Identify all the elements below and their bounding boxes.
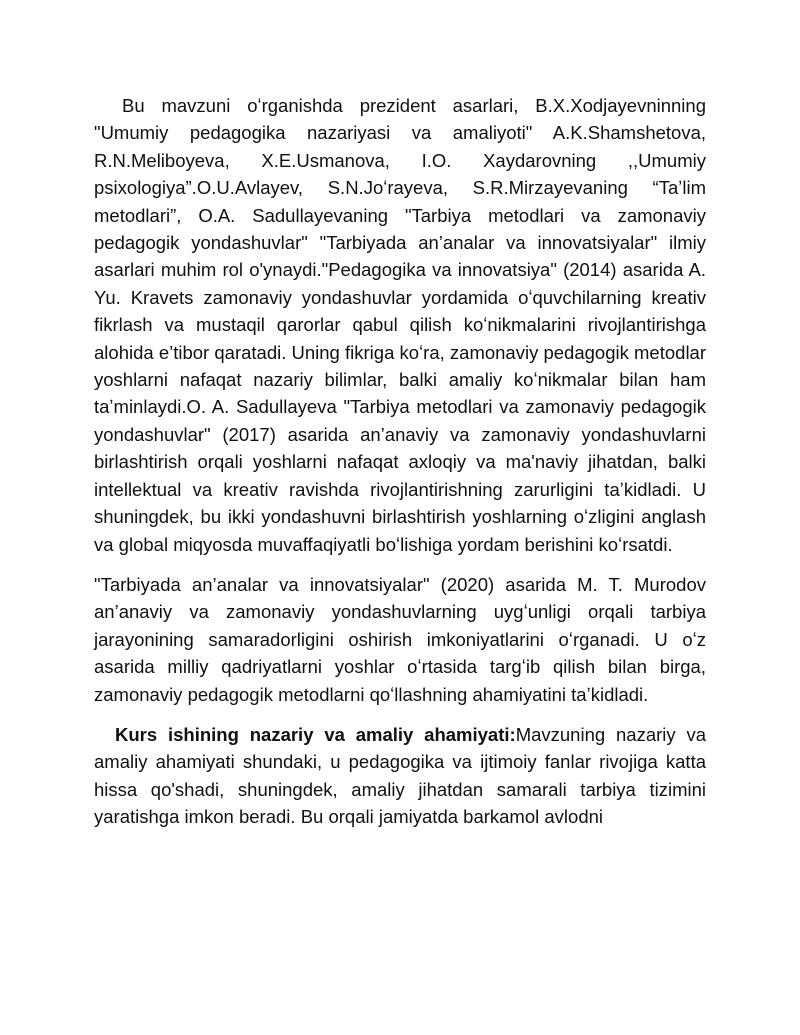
significance-text: Mavzuning nazariy va amaliy ahamiyati shundaki, u pedagogika va ijtimoiy fanlar rivojiga katta hissa qo'shadi, shuningdek, amaliy jihatdan samarali tarbiya tizimini yaratishga imkon beradi. Bu orqali jamiyatda barkamol avlodni xyxy=(94,723,707,828)
paragraph-murodov: "Tarbiyada an’analar va innovatsiyalar" (2020) asarida M. T. Murodov an’anaviy va zamonaviy yondashuvlarning uygʻunligi orqali tarbiya jarayonining samaradorligini oshirish imkoniyatlarini oʻrganadi. U oʻz asarida milliy qadriyatlarni yoshlar oʻrtasida targʻib qilish bilan birga, zamonaviy pedagogik metodlarni qoʻllashning ahamiyatini taʼkidladi. xyxy=(94,573,706,705)
paragraph-significance xyxy=(94,721,706,831)
paragraph-literature-review: Bu mavzuni oʻrganishda prezident asarlari, B.X.Xodjayevninning "Umumiy pedagogika nazariyasi va amaliyoti" A.K.Shamshetova, R.N.Meliboyeva, X.E.Usmanova, I.O. Xaydarovning ,,Umumiy psixologiya”.O.U.Avlayev, S.N.Joʻrayeva, S.R.Mirzayevaning “Taʼlim metodlari”, O.A. Sadullayevaning "Tarbiya metodlari va zamonaviy pedagogik yondashuvlar" "Tarbiyada an’analar va innovatsiyalar" ilmiy asarlari muhim rol o'ynaydi."Pedagogika va innovatsiya" (2014) asarida A. Yu. Kravets zamonaviy yondashuvlar yordamida oʻquvchilarning kreativ fikrlash va mustaqil qarorlar qabul qilish koʻnikmalarini rivojlantirishga alohida e’tibor qaratadi. Uning fikriga koʻra, zamonaviy pedagogik metodlar yoshlarni nafaqat nazariy bilimlar, balki amaliy koʻnikmalar bilan ham taʼminlaydi.O. A. Sadullayeva "Tarbiya metodlari va zamonaviy pedagogik yondashuvlar" (2017) asarida an’anaviy va zamonaviy yondashuvlarni birlashtirish orqali yoshlarni nafaqat axloqiy va ma'naviy jihatdan, balki intellektual va kreativ ravishda rivojlantirishning zarurligini taʼkidladi. U shuningdek, bu ikki yondashuvni birlashtirish yoshlarning oʻzligini anglash va global miqyosda muvaffaqiyatli boʻlishiga yordam berishini koʻrsatdi. xyxy=(94,95,706,555)
significance-heading: Kurs ishining nazariy va amaliy ahamiyati: xyxy=(115,723,516,745)
document-page xyxy=(94,92,706,844)
